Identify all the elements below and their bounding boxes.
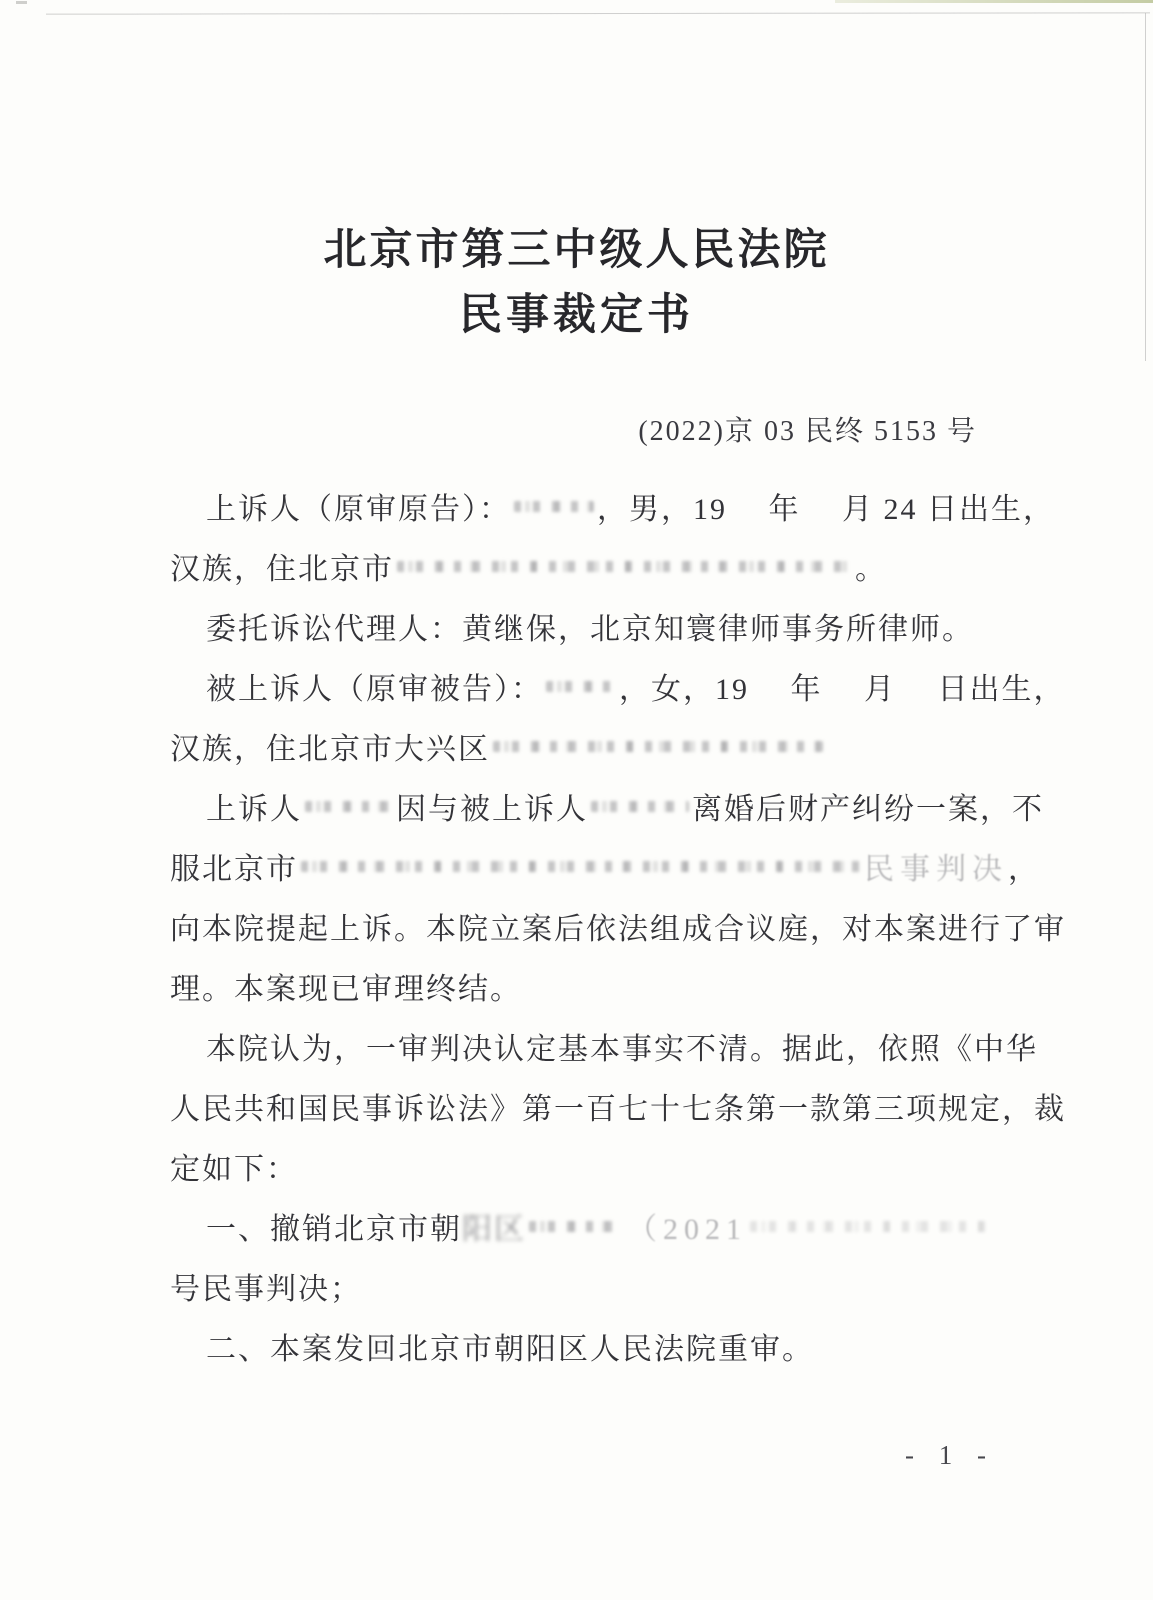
text-line xyxy=(170,600,1046,660)
text-line xyxy=(170,840,1046,900)
text-line xyxy=(170,540,1046,600)
text-segment: 。 xyxy=(855,553,887,586)
redaction-smudge xyxy=(529,1221,624,1232)
text-segment: 因与被上诉人 xyxy=(396,793,588,826)
page-number: - 1 - xyxy=(905,1440,995,1470)
redaction-smudge xyxy=(301,861,861,872)
text-segment: 号民事判决； xyxy=(170,1273,362,1306)
text-segment: 向本院提起上诉。本院立案后依法组成合议庭，对本案进行了审 xyxy=(170,913,1066,946)
text-segment: ， xyxy=(1008,853,1040,886)
text-line xyxy=(170,1200,1046,1260)
text-segment: ，男，19 年 月 24 日出生， xyxy=(597,493,1055,526)
text-segment: 定如下： xyxy=(170,1153,298,1186)
faint-text-segment: 民事判决 xyxy=(864,853,1008,886)
text-segment: 理。本案现已审理终结。 xyxy=(170,973,522,1006)
text-segment: 人民共和国民事诉讼法》第一百七十七条第一款第三项规定，裁 xyxy=(170,1093,1066,1126)
scan-hairline-top xyxy=(46,12,1150,14)
text-segment: 本院认为，一审判决认定基本事实不清。据此，依照《中华 xyxy=(206,1033,1038,1066)
document-type-title: 民事裁定书 xyxy=(459,292,694,339)
text-segment: 上诉人 xyxy=(206,793,302,826)
text-line xyxy=(170,1020,1046,1080)
redaction-smudge xyxy=(750,1221,990,1232)
redaction-smudge xyxy=(397,561,852,572)
text-segment: 二、本案发回北京市朝阳区人民法院重审。 xyxy=(206,1333,814,1366)
redaction-smudge xyxy=(305,801,393,812)
text-line xyxy=(170,900,1066,960)
redaction-smudge xyxy=(493,741,823,752)
text-line xyxy=(170,1320,1046,1380)
text-segment: 离婚后财产纠纷一案，不 xyxy=(692,793,1044,826)
text-line xyxy=(170,960,1046,1020)
redaction-smudge xyxy=(514,501,594,512)
text-line xyxy=(170,480,1055,540)
redaction-smudge xyxy=(546,681,616,692)
document-body xyxy=(170,480,1066,1380)
court-name-title: 北京市第三中级人民法院 xyxy=(323,227,830,274)
smeared-text-segment: 阳区 xyxy=(462,1213,526,1246)
text-segment: 上诉人（原审原告）： xyxy=(206,493,511,526)
text-line xyxy=(170,1140,1046,1200)
text-segment: 汉族，住北京市大兴区 xyxy=(170,733,490,766)
scan-corner-mark xyxy=(16,1,27,4)
redaction-smudge xyxy=(591,801,689,812)
text-segment: ，女，19 年 月 日出生， xyxy=(619,673,1066,706)
text-segment: 委托诉讼代理人：黄继保，北京知寰律师事务所律师。 xyxy=(206,613,974,646)
text-line xyxy=(170,780,1046,840)
text-line xyxy=(170,1080,1066,1140)
text-line xyxy=(170,660,1066,720)
text-segment: 汉族，住北京市 xyxy=(170,553,394,586)
text-segment: 一、撤销北京市朝 xyxy=(206,1213,462,1246)
text-line xyxy=(170,1260,1046,1320)
text-line xyxy=(170,720,1046,780)
case-number: (2022)京 03 民终 5153 号 xyxy=(638,416,977,447)
faint-text-segment: （2021 xyxy=(627,1213,747,1246)
scan-edge-strip xyxy=(835,0,1153,3)
text-segment: 服北京市 xyxy=(170,853,298,886)
text-segment: 被上诉人（原审被告）： xyxy=(206,673,543,706)
